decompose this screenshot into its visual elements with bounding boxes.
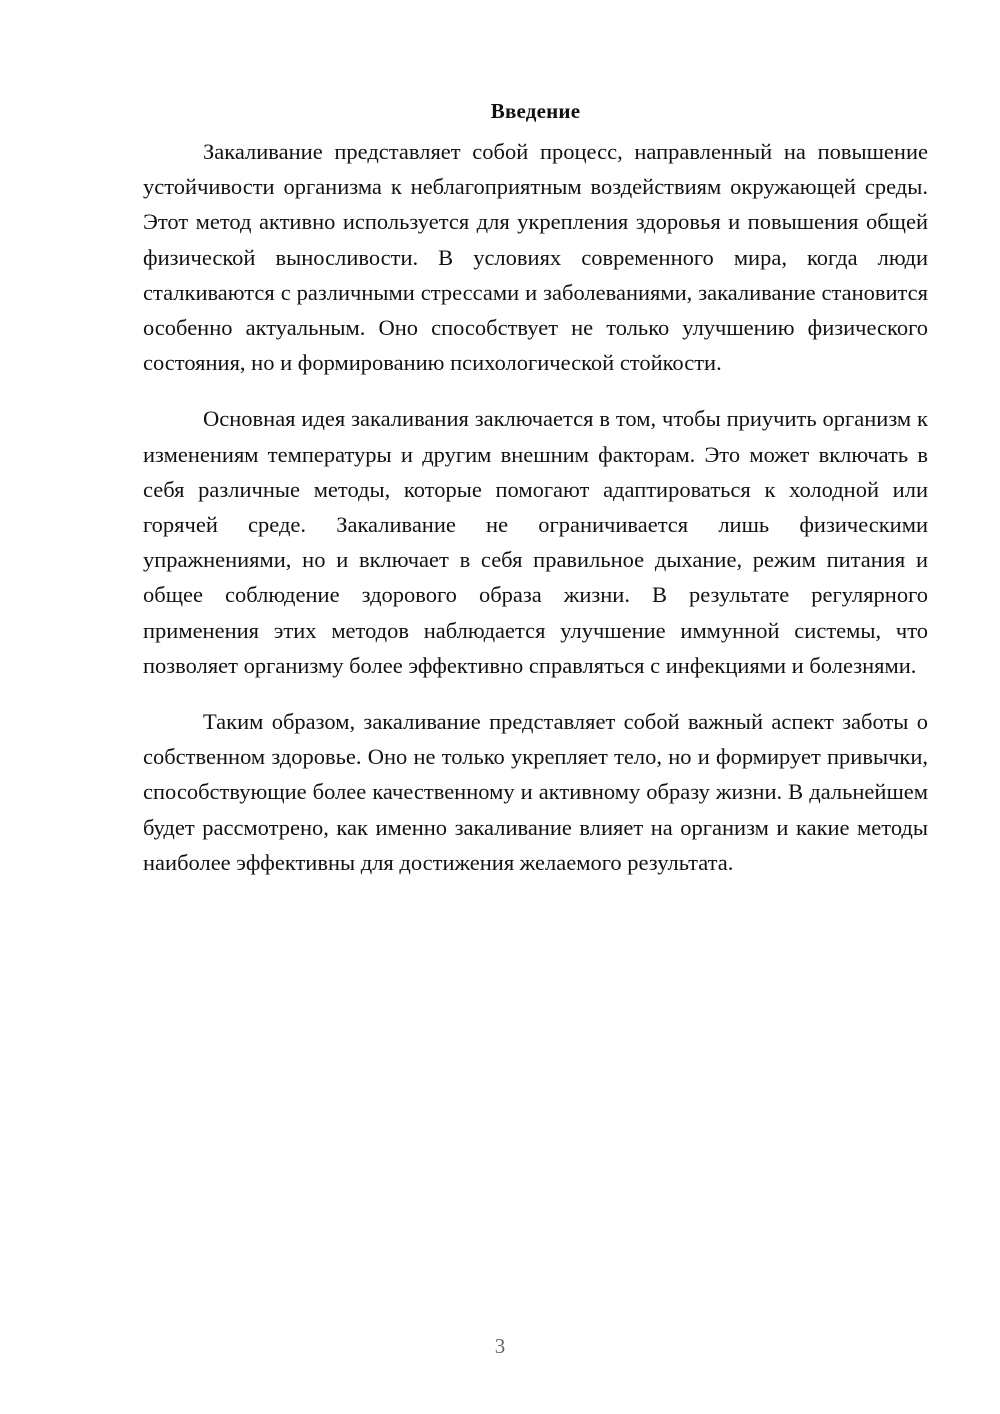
document-body [143, 96, 928, 880]
paragraph-1: Закаливание представляет собой процесс, направленный на повышение устойчивости организма к неблагоприятным воздействиям окружающей среды. Этот метод активно используется для укрепления здоровья и повышения общей физической выносливости. В условиях современного мира, когда люди сталкиваются с различными стрессами и заболеваниями, закаливание становится особенно актуальным. Оно способствует не только улучшению физического состояния, но и формированию психологической стойкости. [143, 139, 928, 376]
section-title: Введение [490, 99, 581, 123]
paragraph-3: Таким образом, закаливание представляет собой важный аспект заботы о собственном здоровье. Оно не только укрепляет тело, но и формирует привычки, способствующие более качественному и активному образу жизни. В дальнейшем будет рассмотрено, как именно закаливание влияет на организм и какие методы наиболее эффективны для достижения желаемого результата. [143, 709, 928, 875]
page-number: 3 [494, 1334, 506, 1358]
paragraph-2: Основная идея закаливания заключается в том, чтобы приучить организм к изменениям температуры и другим внешним факторам. Это может включать в себя различные методы, которые помогают адаптироваться к холодной или горячей среде. Закаливание не ограничивается лишь физическими упражнениями, но и включает в себя правильное дыхание, режим питания и общее соблюдение здорового образа жизни. В результате регулярного применения этих методов наблюдается улучшение иммунной системы, что позволяет организму более эффективно справляться с инфекциями и болезнями. [143, 406, 928, 678]
